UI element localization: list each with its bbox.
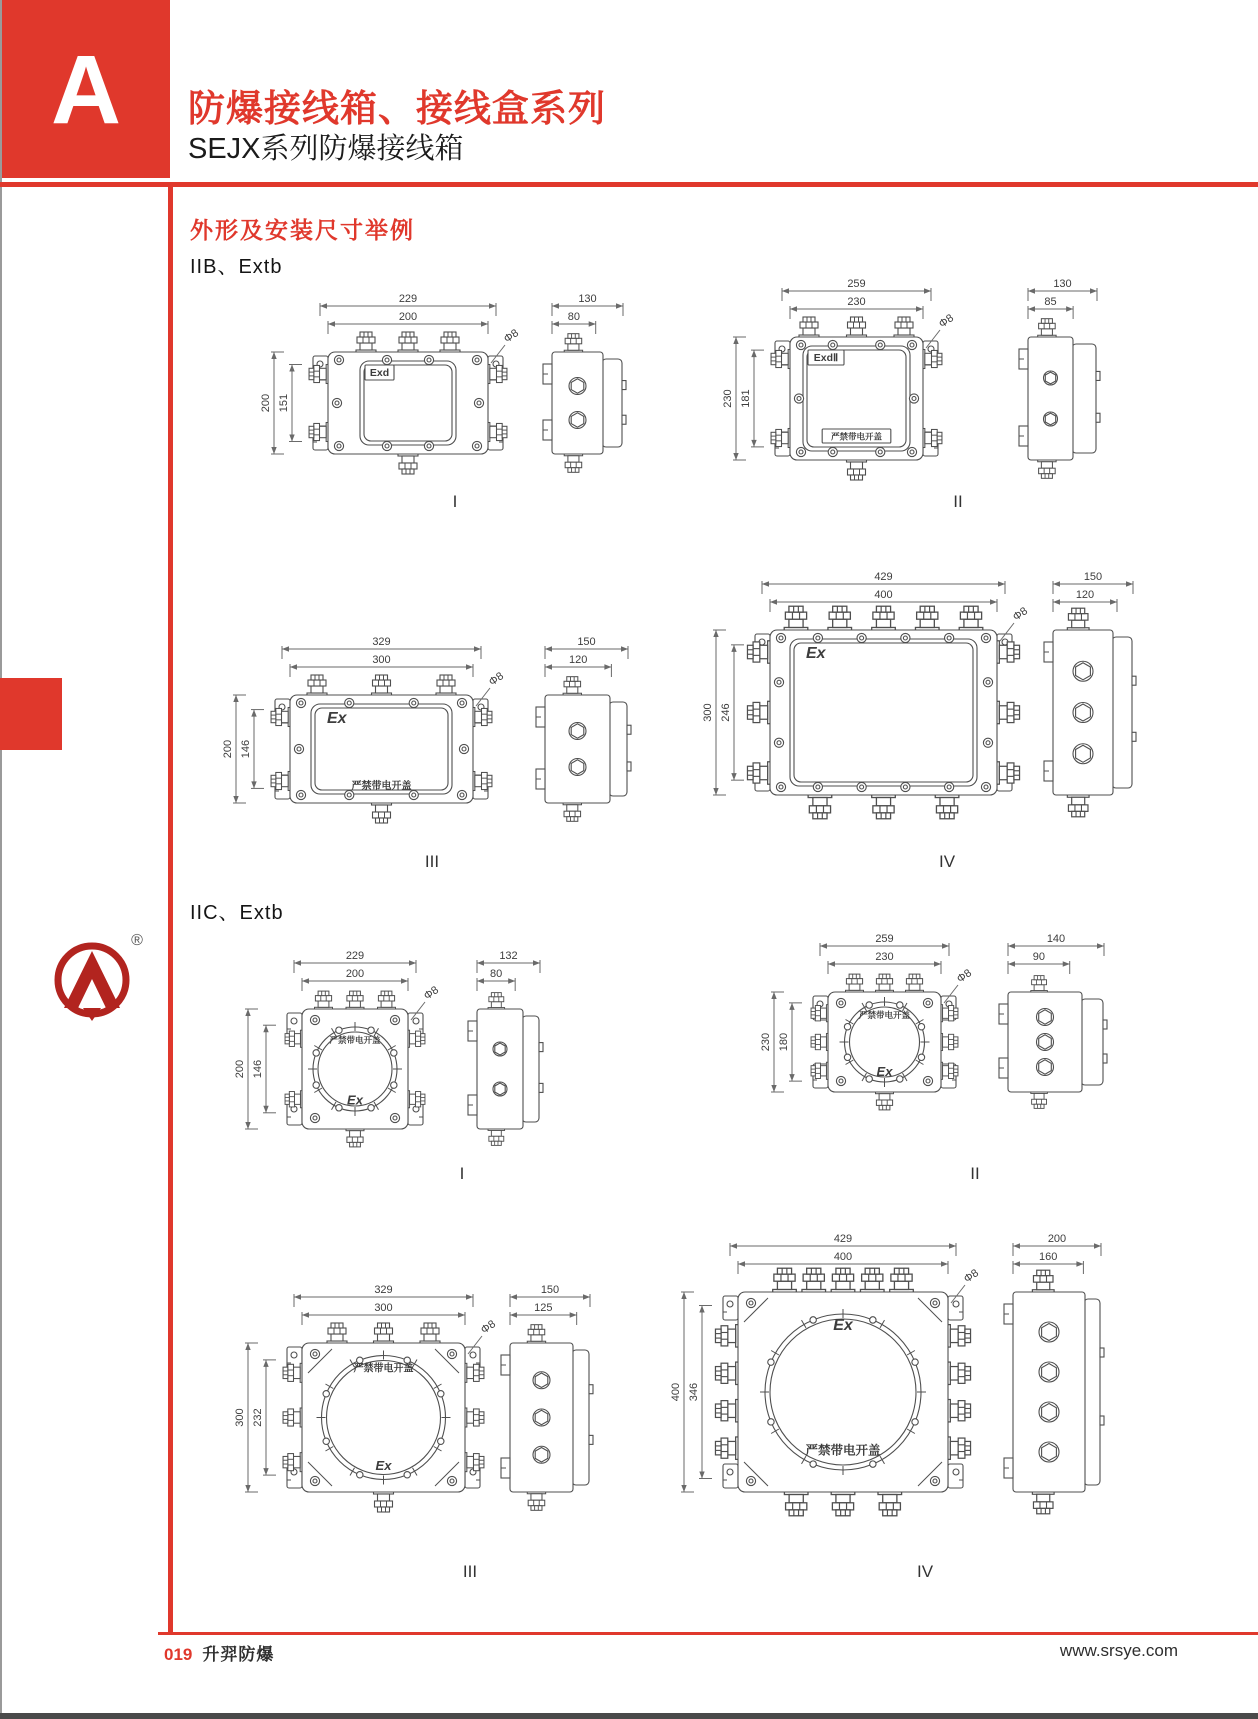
ex-marking: Ex	[833, 1317, 853, 1334]
cable-gland	[890, 1268, 914, 1293]
section-title: 外形及安装尺寸举例	[190, 217, 415, 243]
cable-gland	[915, 606, 939, 631]
hole-callout: Φ8	[421, 984, 441, 1003]
dimension-label: 90	[1032, 951, 1045, 963]
cable-gland	[996, 762, 1020, 784]
dimension-label: 429	[833, 1233, 853, 1245]
cable-gland	[378, 991, 396, 1010]
dimension-label: 400	[874, 589, 893, 601]
drawing-numeral: II	[970, 1164, 980, 1183]
ex-marking: Ex	[347, 1092, 363, 1108]
dimension-label: 300	[702, 703, 714, 722]
bottom-bar	[0, 1713, 1258, 1719]
dimension-label: 146	[252, 1059, 264, 1079]
dimension-label: 130	[578, 293, 597, 305]
dimension-label: 229	[345, 950, 365, 962]
cable-gland	[472, 708, 492, 727]
cable-gland	[1031, 1091, 1048, 1108]
warning-label: 严禁带电开盖	[805, 1443, 881, 1458]
ex-marking: Ex	[876, 1064, 893, 1079]
drawing-numeral: III	[424, 852, 440, 871]
cable-gland	[996, 701, 1020, 723]
page-subtitle: SEJX系列防爆接线箱	[188, 133, 464, 165]
cable-gland	[271, 772, 291, 791]
cable-gland	[996, 641, 1020, 663]
ex-marking: Ex	[375, 1458, 392, 1474]
cable-gland	[283, 1363, 303, 1382]
cable-gland	[872, 606, 896, 631]
dimension-label: 259	[847, 278, 866, 290]
cable-gland	[872, 794, 896, 819]
dimension-label: 230	[847, 296, 866, 308]
cable-gland	[487, 365, 507, 384]
drawing-numeral: III	[462, 1562, 478, 1581]
dimension-label: 120	[569, 654, 588, 666]
cable-gland	[271, 708, 291, 727]
cable-gland	[346, 991, 364, 1010]
cable-gland	[808, 794, 832, 819]
cable-gland	[802, 1268, 826, 1293]
cable-gland	[527, 1325, 545, 1344]
dimension-label: 146	[240, 739, 252, 759]
dimension-label: 346	[688, 1382, 700, 1402]
cable-gland	[771, 429, 791, 448]
drawing-numeral: IV	[916, 1562, 934, 1581]
drawing-numeral: I	[452, 492, 458, 511]
cable-gland	[309, 365, 329, 384]
cable-gland	[436, 675, 456, 696]
dimension-label: 232	[252, 1408, 264, 1427]
cable-gland	[876, 1091, 894, 1110]
drawing-numeral: I	[459, 1164, 465, 1183]
footer-rule	[158, 1632, 1258, 1635]
cable-gland	[831, 1491, 855, 1516]
footer-brand: 升羿防爆	[202, 1645, 275, 1664]
cable-gland	[876, 974, 894, 993]
cable-gland	[464, 1453, 484, 1472]
cable-gland	[564, 453, 582, 472]
ex-marking: Ex	[806, 645, 826, 662]
dimension-label: 230	[722, 389, 734, 408]
cable-gland	[747, 641, 771, 663]
cable-gland	[715, 1437, 739, 1459]
dimension-label: 80	[567, 311, 580, 323]
dimension-label: 150	[1083, 571, 1103, 583]
cable-gland	[564, 334, 582, 353]
hole-callout: Φ8	[478, 1318, 498, 1337]
dimension-label: 200	[345, 968, 365, 980]
dimension-label: 181	[740, 389, 752, 408]
cable-gland	[1032, 1270, 1054, 1293]
dimension-label: 150	[577, 636, 596, 648]
cable-gland	[771, 350, 791, 369]
ex-marking: ExdⅡ	[813, 352, 839, 364]
cable-gland	[847, 317, 867, 338]
dimension-label: 229	[398, 293, 418, 305]
dimension-label: 130	[1053, 278, 1072, 290]
dimension-label: 160	[1039, 1251, 1058, 1263]
cable-gland	[828, 606, 852, 631]
cable-gland	[488, 993, 505, 1010]
cable-gland	[1038, 319, 1056, 338]
dimension-label: 85	[1044, 296, 1057, 308]
cable-gland	[715, 1325, 739, 1347]
dimension-label: 151	[278, 393, 290, 413]
group-label-iic: IIC、Extb	[190, 902, 284, 924]
cable-gland	[346, 1128, 364, 1147]
cable-gland	[894, 317, 914, 338]
cable-gland	[464, 1408, 484, 1427]
cable-gland	[283, 1408, 303, 1427]
drawing-round-II	[760, 933, 1107, 1110]
group-label-iib: IIB、Extb	[190, 256, 283, 278]
cable-gland	[487, 423, 507, 442]
hole-callout: Φ8	[961, 1267, 981, 1286]
hole-callout: Φ8	[486, 670, 506, 689]
cable-gland	[935, 794, 959, 819]
section-letter: A	[50, 34, 122, 144]
cable-gland	[784, 1491, 808, 1516]
cable-gland	[860, 1268, 884, 1293]
dimension-label: 125	[534, 1302, 553, 1314]
cable-gland	[315, 991, 333, 1010]
cable-gland	[327, 1323, 347, 1344]
dimension-label: 400	[833, 1251, 853, 1263]
drawing-round-III	[234, 1284, 593, 1512]
cable-gland	[1067, 608, 1089, 631]
dimension-label: 230	[875, 951, 894, 963]
cable-gland	[847, 459, 867, 480]
dimension-label: 200	[234, 1059, 246, 1079]
drawing-round-I	[234, 950, 543, 1147]
page-number: 019	[164, 1645, 193, 1664]
dimension-label: 150	[540, 1284, 560, 1296]
warning-label: 严禁带电开盖	[353, 1363, 414, 1375]
cable-gland	[878, 1491, 902, 1516]
cable-gland	[372, 802, 392, 823]
cable-gland	[398, 332, 418, 353]
cable-gland	[922, 429, 942, 448]
cable-gland	[947, 1400, 971, 1422]
footer-website: www.srsye.com	[1059, 1641, 1178, 1660]
cable-gland	[715, 1362, 739, 1384]
cable-gland	[488, 1128, 505, 1145]
cable-gland	[527, 1491, 545, 1510]
dimension-label: 200	[222, 739, 234, 759]
cable-gland	[947, 1325, 971, 1347]
dimension-label: 120	[1075, 589, 1095, 601]
dimension-label: 200	[260, 393, 272, 413]
cable-gland	[811, 1033, 829, 1050]
drawing-square-IV	[702, 571, 1136, 819]
cable-gland	[906, 974, 924, 993]
drawing-numeral: IV	[938, 852, 956, 871]
hole-callout: Φ8	[936, 312, 956, 331]
cable-gland	[799, 317, 819, 338]
registered-mark: ®	[131, 932, 143, 949]
dimension-label: 300	[374, 1302, 393, 1314]
cable-gland	[1032, 1491, 1054, 1514]
dimension-label: 329	[372, 636, 391, 648]
dimension-label: 230	[760, 1032, 772, 1052]
ex-marking: Exd	[369, 367, 390, 379]
cable-gland	[947, 1437, 971, 1459]
cable-gland	[922, 350, 942, 369]
cable-gland	[374, 1491, 394, 1512]
cable-gland	[440, 332, 460, 353]
hole-callout: Φ8	[954, 967, 974, 986]
cable-gland	[372, 675, 392, 696]
cable-gland	[773, 1268, 797, 1293]
dimension-label: 246	[720, 703, 732, 722]
dimension-label: 300	[372, 654, 391, 666]
hole-callout: Φ8	[1010, 605, 1030, 624]
cable-gland	[715, 1400, 739, 1422]
cable-gland	[831, 1268, 855, 1293]
dimension-label: 80	[489, 968, 503, 980]
dimension-label: 400	[670, 1382, 682, 1402]
cable-gland	[307, 675, 327, 696]
cable-gland	[747, 701, 771, 723]
cable-gland	[563, 677, 581, 696]
dimension-label: 200	[1047, 1233, 1067, 1245]
dimension-label: 180	[778, 1032, 790, 1052]
drawing-square-II	[722, 278, 1100, 480]
cable-gland	[398, 453, 418, 474]
footer-left	[164, 1640, 274, 1665]
cable-gland	[563, 802, 581, 821]
dimension-label: 329	[374, 1284, 393, 1296]
hole-callout: Φ8	[501, 327, 521, 346]
cable-gland	[283, 1453, 303, 1472]
drawing-numeral: II	[953, 492, 963, 511]
page-title: 防爆接线箱、接线盒系列	[188, 88, 606, 129]
cable-gland	[959, 606, 983, 631]
cable-gland	[947, 1362, 971, 1384]
dimension-label: 200	[398, 311, 418, 323]
warning-label: 严禁带电开盖	[830, 431, 883, 442]
cable-gland	[420, 1323, 440, 1344]
warning-label: 严禁带电开盖	[329, 1035, 381, 1045]
dimension-label: 429	[874, 571, 893, 583]
cable-gland	[846, 974, 864, 993]
cable-gland	[472, 772, 492, 791]
dimension-label: 140	[1046, 933, 1066, 945]
cable-gland	[940, 1033, 958, 1050]
cable-gland	[1031, 976, 1048, 993]
cable-gland	[1038, 459, 1056, 478]
ex-marking: Ex	[327, 710, 347, 727]
warning-label: 严禁带电开盖	[351, 781, 412, 792]
warning-label: 严禁带电开盖	[858, 1010, 911, 1020]
dimension-label: 132	[499, 950, 518, 962]
cable-gland	[374, 1323, 394, 1344]
drawing-square-III	[222, 636, 631, 823]
cable-gland	[1067, 794, 1089, 817]
cable-gland	[784, 606, 808, 631]
drawing-square-I	[260, 293, 626, 474]
cable-gland	[747, 762, 771, 784]
cable-gland	[309, 423, 329, 442]
cable-gland	[464, 1363, 484, 1382]
dimension-label: 259	[875, 933, 894, 945]
dimension-label: 300	[234, 1408, 246, 1427]
cable-gland	[356, 332, 376, 353]
drawing-round-IV	[670, 1233, 1104, 1516]
